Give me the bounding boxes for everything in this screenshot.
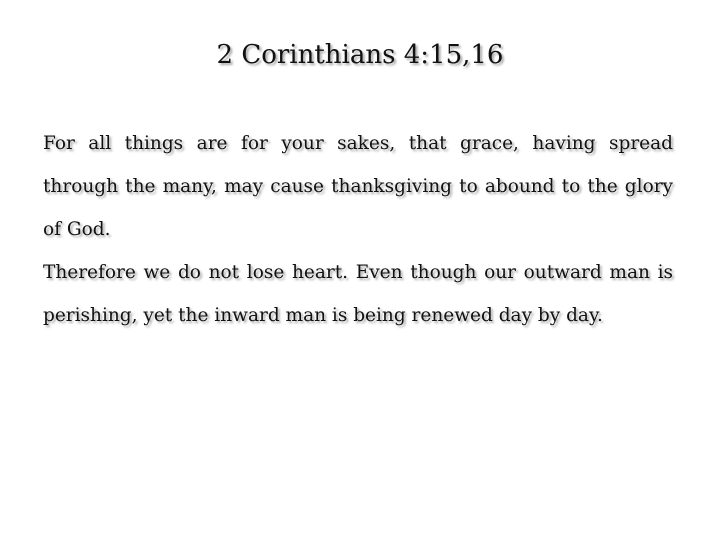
paragraph-verse-15: For all things are for your sakes, that grace, having spread through the many, may cause thanksgiving to abound to the glory of God.	[43, 133, 673, 240]
slide-title: 2 Corinthians 4:15,16	[216, 40, 504, 70]
scripture-text	[43, 122, 673, 337]
paragraph-verse-16: Therefore we do not lose heart. Even though our outward man is perishing, yet the inward man is being renewed day by day.	[43, 262, 673, 326]
